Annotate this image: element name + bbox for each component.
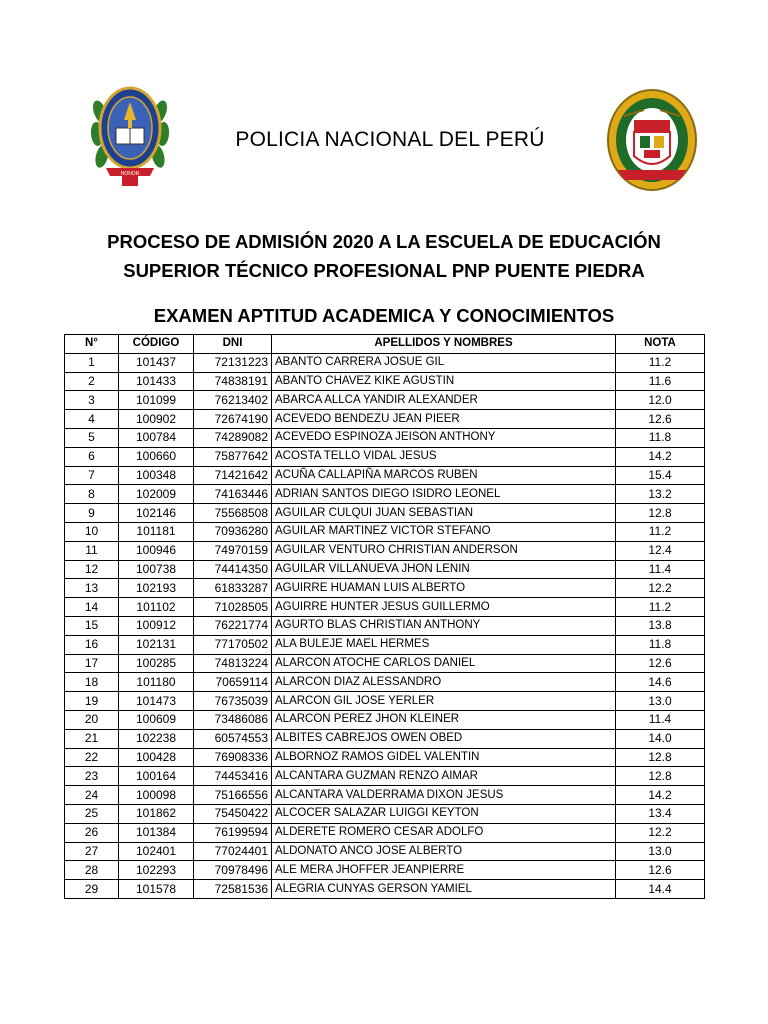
table-row: [65, 748, 705, 767]
row-full-name: AGUILAR VENTURO CHRISTIAN ANDERSON: [272, 541, 616, 560]
row-grade: 14.2: [616, 447, 705, 466]
row-number: 19: [65, 692, 119, 711]
row-full-name: ALCANTARA VALDERRAMA DIXON JESUS: [272, 786, 616, 805]
row-code: 102238: [119, 729, 194, 748]
table-row: [65, 861, 705, 880]
row-code: 102131: [119, 635, 194, 654]
row-number: 6: [65, 447, 119, 466]
row-code: 100912: [119, 616, 194, 635]
row-grade: 11.8: [616, 635, 705, 654]
row-dni: 77024401: [194, 842, 272, 861]
row-number: 27: [65, 842, 119, 861]
row-number: 17: [65, 654, 119, 673]
row-grade: 12.8: [616, 504, 705, 523]
row-grade: 12.6: [616, 410, 705, 429]
row-number: 26: [65, 823, 119, 842]
row-number: 4: [65, 410, 119, 429]
row-dni: 71421642: [194, 466, 272, 485]
table-row: [65, 410, 705, 429]
row-dni: 74838191: [194, 372, 272, 391]
table-row: [65, 767, 705, 786]
table-row: [65, 616, 705, 635]
row-full-name: ACEVEDO BENDEZU JEAN PIEER: [272, 410, 616, 429]
row-full-name: ABANTO CARRERA JOSUE GIL: [272, 353, 616, 372]
row-code: 100738: [119, 560, 194, 579]
row-grade: 12.4: [616, 541, 705, 560]
row-dni: 76199594: [194, 823, 272, 842]
row-full-name: ACUÑA CALLAPIÑA MARCOS RUBEN: [272, 466, 616, 485]
row-code: 101433: [119, 372, 194, 391]
row-dni: 74163446: [194, 485, 272, 504]
page-title: POLICIA NACIONAL DEL PERÚ: [235, 128, 545, 151]
row-code: 101384: [119, 823, 194, 842]
row-full-name: AGUILAR CULQUI JUAN SEBASTIAN: [272, 504, 616, 523]
table-row: [65, 428, 705, 447]
row-grade: 11.6: [616, 372, 705, 391]
row-number: 9: [65, 504, 119, 523]
row-code: 101578: [119, 880, 194, 899]
row-grade: 12.6: [616, 861, 705, 880]
row-grade: 14.2: [616, 786, 705, 805]
table-row: [65, 541, 705, 560]
table-row: [65, 598, 705, 617]
row-grade: 11.4: [616, 710, 705, 729]
row-full-name: ACEVEDO ESPINOZA JEISON ANTHONY: [272, 428, 616, 447]
row-number: 15: [65, 616, 119, 635]
row-number: 10: [65, 522, 119, 541]
table-row: [65, 560, 705, 579]
row-grade: 13.8: [616, 616, 705, 635]
table-row: [65, 466, 705, 485]
row-full-name: ACOSTA TELLO VIDAL JESUS: [272, 447, 616, 466]
row-grade: 11.8: [616, 428, 705, 447]
table-row: [65, 880, 705, 899]
row-grade: 13.0: [616, 842, 705, 861]
row-dni: 74414350: [194, 560, 272, 579]
row-grade: 12.8: [616, 748, 705, 767]
table-row: [65, 372, 705, 391]
row-grade: 12.6: [616, 654, 705, 673]
row-dni: 74813224: [194, 654, 272, 673]
row-full-name: ABANTO CHAVEZ KIKE AGUSTIN: [272, 372, 616, 391]
exam-title: EXAMEN APTITUD ACADEMICA Y CONOCIMIENTOS: [153, 305, 615, 326]
row-number: 29: [65, 880, 119, 899]
row-dni: 60574553: [194, 729, 272, 748]
table-row: [65, 391, 705, 410]
table-row: [65, 522, 705, 541]
row-grade: 12.8: [616, 767, 705, 786]
row-full-name: ALBITES CABREJOS OWEN OBED: [272, 729, 616, 748]
column-header-dni: DNI: [194, 335, 272, 354]
row-code: 100348: [119, 466, 194, 485]
row-dni: 73486086: [194, 710, 272, 729]
row-code: 101473: [119, 692, 194, 711]
row-full-name: ALCOCER SALAZAR LUIGGI KEYTON: [272, 804, 616, 823]
row-number: 7: [65, 466, 119, 485]
row-grade: 14.0: [616, 729, 705, 748]
row-dni: 76735039: [194, 692, 272, 711]
row-dni: 77170502: [194, 635, 272, 654]
column-header-number: N°: [65, 335, 119, 354]
table-row: [65, 504, 705, 523]
table-header-row: [65, 335, 705, 354]
row-full-name: AGUIRRE HUAMAN LUIS ALBERTO: [272, 579, 616, 598]
row-full-name: ALCANTARA GUZMAN RENZO AIMAR: [272, 767, 616, 786]
row-code: 100660: [119, 447, 194, 466]
row-dni: 61833287: [194, 579, 272, 598]
table-row: [65, 673, 705, 692]
row-code: 101180: [119, 673, 194, 692]
row-dni: 75166556: [194, 786, 272, 805]
table-row: [65, 729, 705, 748]
column-header-grade: NOTA: [616, 335, 705, 354]
row-code: 100098: [119, 786, 194, 805]
table-row: [65, 353, 705, 372]
row-grade: 13.0: [616, 692, 705, 711]
row-number: 1: [65, 353, 119, 372]
table-row: [65, 692, 705, 711]
row-grade: 11.2: [616, 598, 705, 617]
row-full-name: ALARCON GIL JOSE YERLER: [272, 692, 616, 711]
row-grade: 11.4: [616, 560, 705, 579]
row-grade: 15.4: [616, 466, 705, 485]
row-full-name: AGUILAR VILLANUEVA JHON LENIN: [272, 560, 616, 579]
row-code: 100285: [119, 654, 194, 673]
row-code: 102193: [119, 579, 194, 598]
row-grade: 12.2: [616, 579, 705, 598]
row-number: 24: [65, 786, 119, 805]
row-code: 102293: [119, 861, 194, 880]
row-full-name: ALEGRIA CUNYAS GERSON YAMIEL: [272, 880, 616, 899]
row-code: 100428: [119, 748, 194, 767]
row-number: 16: [65, 635, 119, 654]
row-code: 102009: [119, 485, 194, 504]
row-dni: 76221774: [194, 616, 272, 635]
row-code: 100784: [119, 428, 194, 447]
row-code: 101099: [119, 391, 194, 410]
process-heading-line-1: PROCESO DE ADMISIÓN 2020 A LA ESCUELA DE EDUCACIÓN: [107, 231, 661, 252]
row-number: 13: [65, 579, 119, 598]
row-full-name: ALARCON DIAZ ALESSANDRO: [272, 673, 616, 692]
column-header-names: APELLIDOS Y NOMBRES: [272, 335, 616, 354]
row-number: 22: [65, 748, 119, 767]
table-row: [65, 786, 705, 805]
row-full-name: ALBORNOZ RAMOS GIDEL VALENTIN: [272, 748, 616, 767]
table-row: [65, 579, 705, 598]
row-number: 20: [65, 710, 119, 729]
row-number: 12: [65, 560, 119, 579]
row-dni: 74453416: [194, 767, 272, 786]
row-number: 8: [65, 485, 119, 504]
row-number: 25: [65, 804, 119, 823]
row-dni: 72674190: [194, 410, 272, 429]
row-dni: 74970159: [194, 541, 272, 560]
row-number: 5: [65, 428, 119, 447]
row-full-name: ABARCA ALLCA YANDIR ALEXANDER: [272, 391, 616, 410]
row-full-name: ALE MERA JHOFFER JEANPIERRE: [272, 861, 616, 880]
row-full-name: ALDERETE ROMERO CESAR ADOLFO: [272, 823, 616, 842]
table-row: [65, 823, 705, 842]
row-code: 100609: [119, 710, 194, 729]
table-row: [65, 804, 705, 823]
row-dni: 71028505: [194, 598, 272, 617]
row-code: 101181: [119, 522, 194, 541]
row-number: 21: [65, 729, 119, 748]
row-dni: 75450422: [194, 804, 272, 823]
row-full-name: AGUILAR MARTINEZ VICTOR STEFANO: [272, 522, 616, 541]
table-row: [65, 635, 705, 654]
table-row: [65, 654, 705, 673]
process-heading-line-2: SUPERIOR TÉCNICO PROFESIONAL PNP PUENTE PIEDRA: [123, 260, 645, 281]
table-body: [65, 353, 705, 898]
row-number: 14: [65, 598, 119, 617]
row-dni: 76213402: [194, 391, 272, 410]
row-code: 100164: [119, 767, 194, 786]
table-row: [65, 710, 705, 729]
row-code: 100946: [119, 541, 194, 560]
row-dni: 70978496: [194, 861, 272, 880]
row-dni: 72581536: [194, 880, 272, 899]
row-dni: 75568508: [194, 504, 272, 523]
row-number: 11: [65, 541, 119, 560]
results-table: [64, 334, 705, 899]
row-code: 102401: [119, 842, 194, 861]
row-full-name: AGURTO BLAS CHRISTIAN ANTHONY: [272, 616, 616, 635]
row-number: 2: [65, 372, 119, 391]
column-header-code: CÓDIGO: [119, 335, 194, 354]
row-code: 101102: [119, 598, 194, 617]
row-dni: 74289082: [194, 428, 272, 447]
row-grade: 13.4: [616, 804, 705, 823]
row-number: 3: [65, 391, 119, 410]
row-code: 102146: [119, 504, 194, 523]
row-grade: 14.4: [616, 880, 705, 899]
row-grade: 11.2: [616, 522, 705, 541]
row-grade: 12.2: [616, 823, 705, 842]
table-row: [65, 447, 705, 466]
row-grade: 12.0: [616, 391, 705, 410]
row-grade: 11.2: [616, 353, 705, 372]
row-grade: 14.6: [616, 673, 705, 692]
row-number: 18: [65, 673, 119, 692]
row-full-name: ALARCON ATOCHE CARLOS DANIEL: [272, 654, 616, 673]
school-emblem-icon: [88, 72, 172, 190]
table-row: [65, 842, 705, 861]
row-dni: 76908336: [194, 748, 272, 767]
row-full-name: ADRIAN SANTOS DIEGO ISIDRO LEONEL: [272, 485, 616, 504]
police-shield-icon: [604, 86, 700, 194]
row-dni: 70659114: [194, 673, 272, 692]
table-row: [65, 485, 705, 504]
row-full-name: ALARCON PEREZ JHON KLEINER: [272, 710, 616, 729]
row-dni: 70936280: [194, 522, 272, 541]
row-dni: 72131223: [194, 353, 272, 372]
row-full-name: AGUIRRE HUNTER JESUS GUILLERMO: [272, 598, 616, 617]
row-code: 100902: [119, 410, 194, 429]
row-dni: 75877642: [194, 447, 272, 466]
row-code: 101437: [119, 353, 194, 372]
row-full-name: ALA BULEJE MAEL HERMES: [272, 635, 616, 654]
row-full-name: ALDONATO ANCO JOSE ALBERTO: [272, 842, 616, 861]
emblem-motto: HONOR: [120, 171, 140, 177]
row-number: 23: [65, 767, 119, 786]
row-code: 101862: [119, 804, 194, 823]
row-grade: 13.2: [616, 485, 705, 504]
row-number: 28: [65, 861, 119, 880]
